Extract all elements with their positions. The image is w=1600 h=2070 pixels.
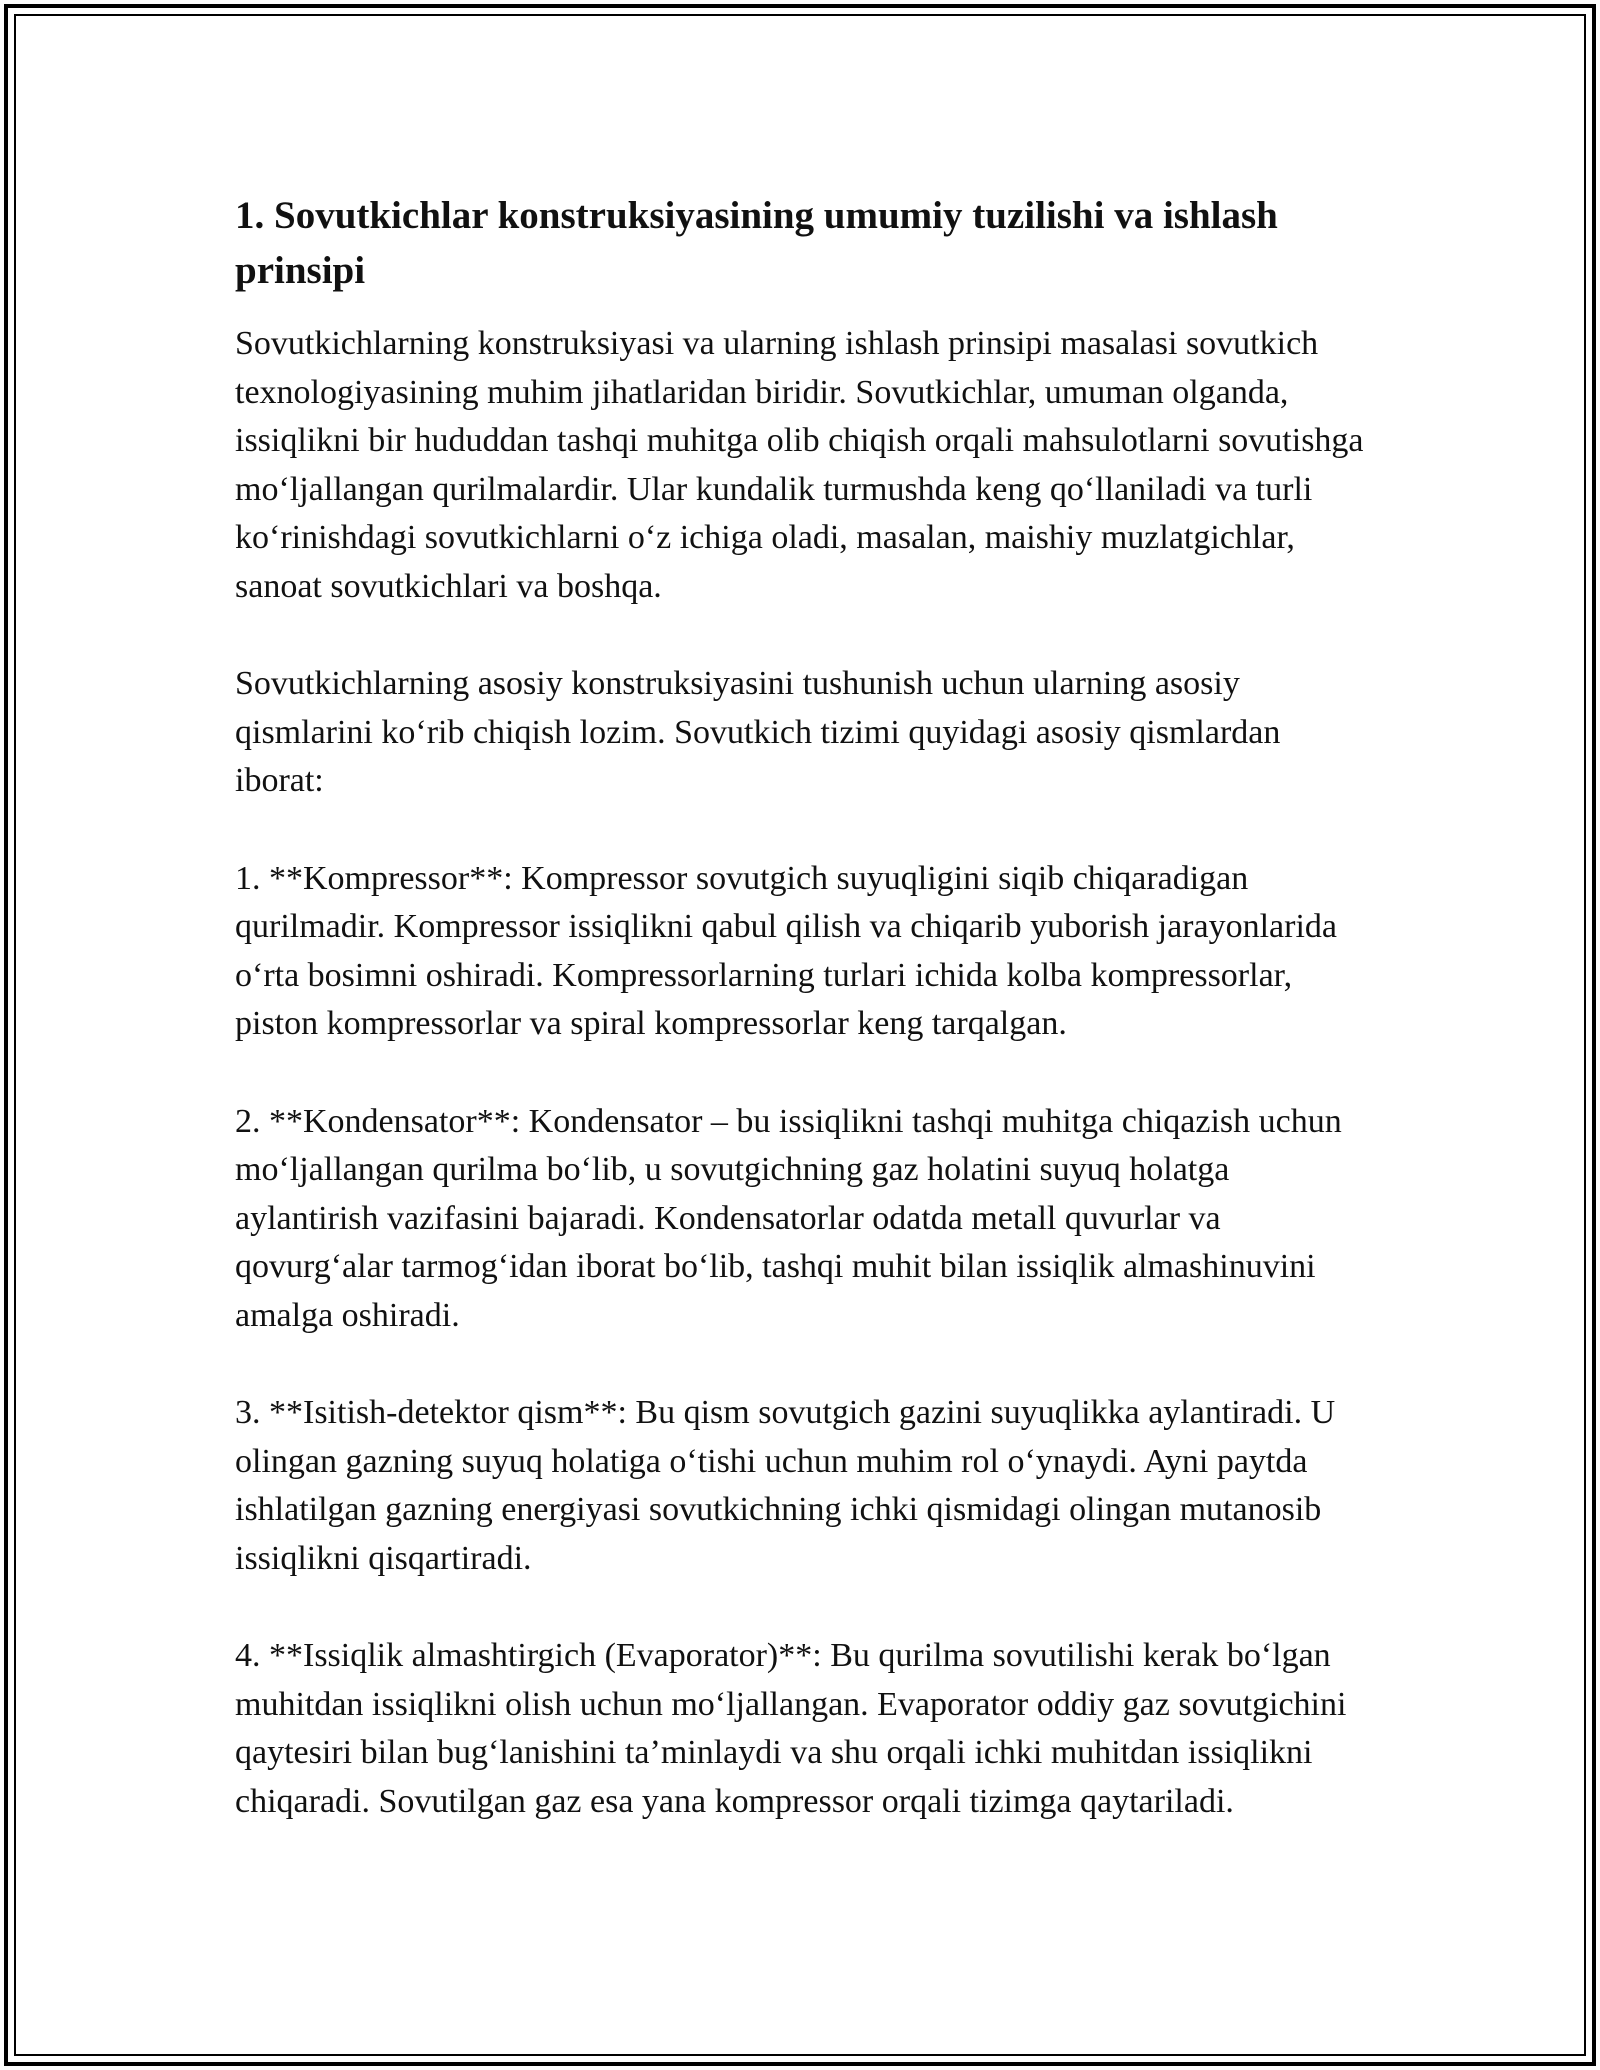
- document-body: [235, 188, 1375, 1826]
- paragraph-intro: Sovutkichlarning konstruksiyasi va ularning ishlash prinsipi masalasi sovutkich texnologiyasining muhim jihatlaridan biridir. Sovutkichlar, umuman olganda, issiqlikni bir hududdan tashqi muhitga olib chiqish orqali mahsulotlarni sovutishga moʻljallangan qurilmalardir. Ular kundalik turmushda keng qoʻllaniladi va turli koʻrinishdagi sovutkichlarni oʻz ichiga oladi, masalan, maishiy muzlatgichlar, sanoat sovutkichlari va boshqa.: [235, 325, 1364, 605]
- paragraph-parts-overview: Sovutkichlarning asosiy konstruksiyasini tushunish uchun ularning asosiy qismlarini koʻrib chiqish lozim. Sovutkich tizimi quyidagi asosiy qismlardan iborat:: [235, 665, 1281, 800]
- section-title: 1. Sovutkichlar konstruksiyasining umumiy tuzilishi va ishlash prinsipi: [235, 194, 1278, 292]
- paragraph-compressor: 1. **Kompressor**: Kompressor sovutgich suyuqligini siqib chiqaradigan qurilmadir. Kompressor issiqlikni qabul qilish va chiqarib yuborish jarayonlarida oʻrta bosimni oshiradi. Kompressorlarning turlari ichida kolba kompressorlar, piston kompressorlar va spiral kompressorlar keng tarqalgan.: [235, 859, 1337, 1043]
- paragraph-heating-detector: 3. **Isitish-detektor qism**: Bu qism sovutgich gazini suyuqlikka aylantiradi. U olingan gazning suyuq holatiga oʻtishi uchun muhim rol oʻynaydi. Ayni paytda ishlatilgan gazning energiyasi sovutkichning ichki qismidagi olingan mutanosib issiqlikni qisqartiradi.: [235, 1394, 1336, 1577]
- paragraph-evaporator: 4. **Issiqlik almashtirgich (Evaporator)**: Bu qurilma sovutilishi kerak boʻlgan muhitdan issiqlikni olish uchun moʻljallangan. Evaporator oddiy gaz sovutgichini qaytesiri bilan bugʻlanishini taʼminlaydi va shu orqali ichki muhitdan issiqlikni chiqaradi. Sovutilgan gaz esa yana kompressor orqali tizimga qaytariladi.: [235, 1637, 1347, 1820]
- paragraph-condenser: 2. **Kondensator**: Kondensator – bu issiqlikni tashqi muhitga chiqazish uchun moʻljallangan qurilma boʻlib, u sovutgichning gaz holatini suyuq holatga aylantirish vazifasini bajaradi. Kondensatorlar odatda metall quvurlar va qovurgʻalar tarmogʻidan iborat boʻlib, tashqi muhit bilan issiqlik almashinuvini amalga oshiradi.: [235, 1102, 1342, 1334]
